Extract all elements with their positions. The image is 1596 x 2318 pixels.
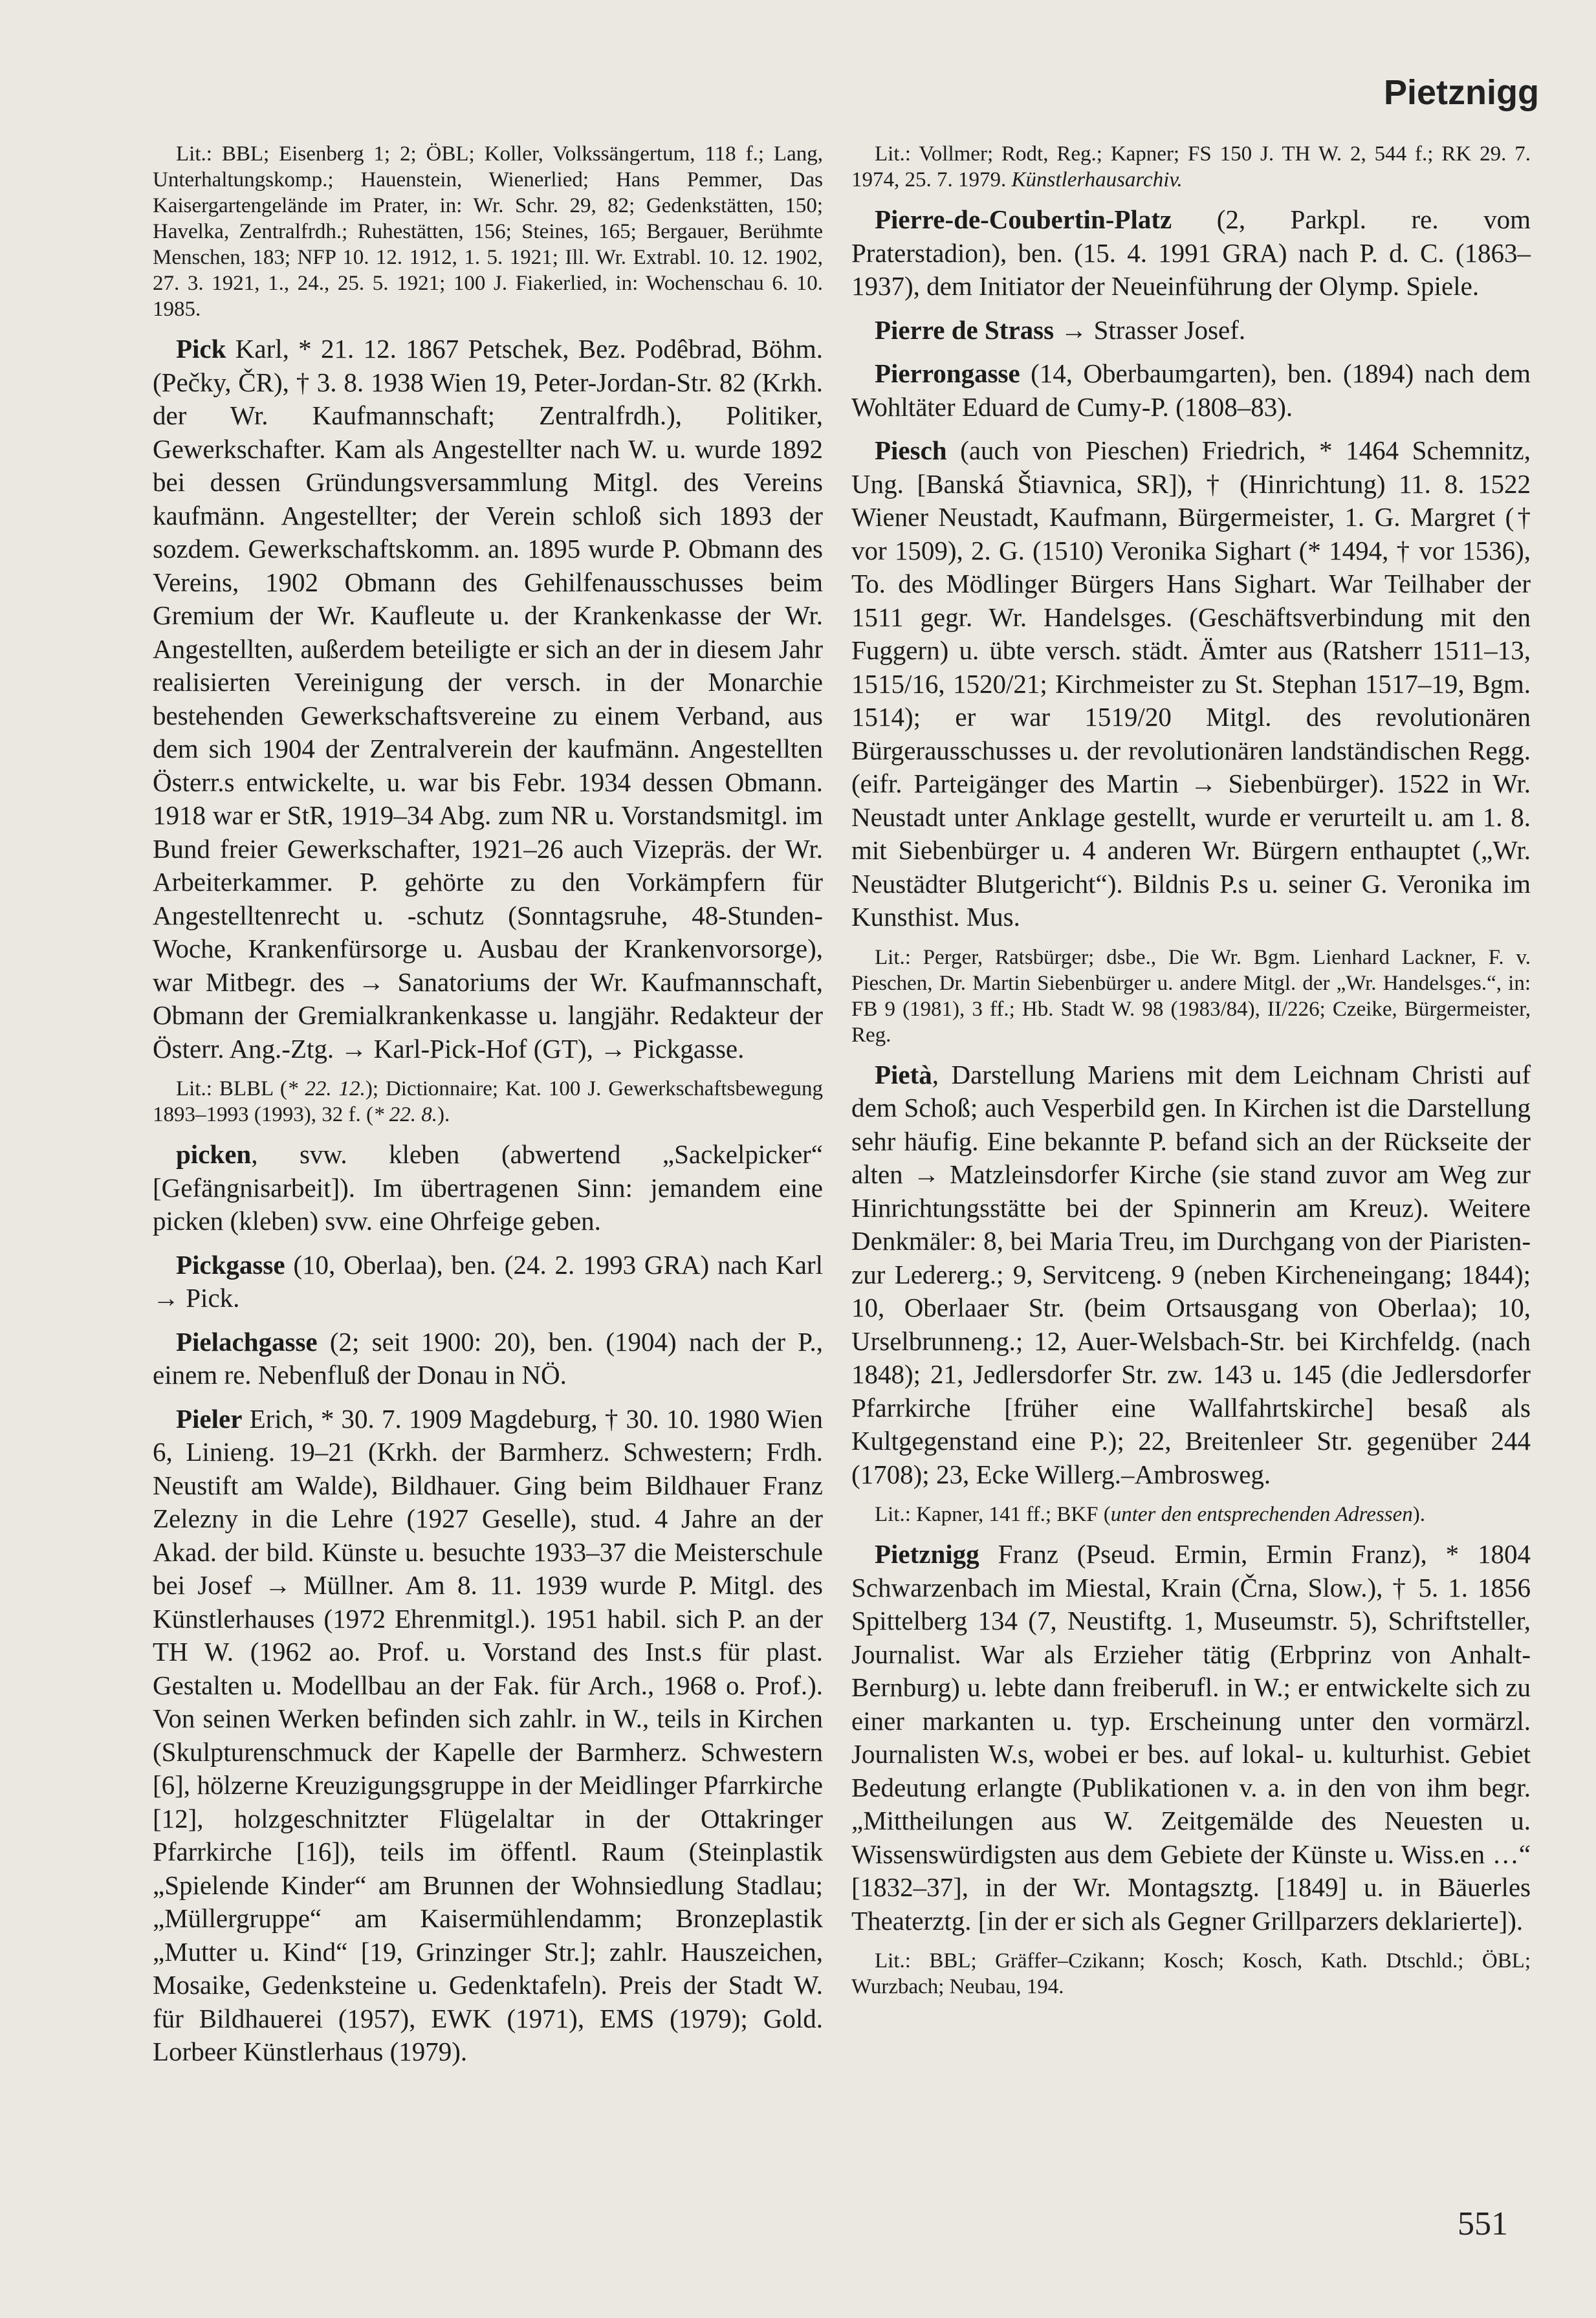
entry-pierrongasse: [851, 357, 1531, 424]
headword-pietznigg: Pietznigg: [875, 1539, 979, 1569]
lit-top-right-a: Lit.: Vollmer; Rodt, Reg.; Kapner; FS 150 J. TH W. 2, 544 f.; RK 29. 7. 1974, 25. 7. 1979.: [851, 142, 1531, 191]
entry-pieler-text: Erich, * 30. 7. 1909 Magdeburg, † 30. 10. 1980 Wien 6, Linieng. 19–21 (Krkh. der Barmherz. Schwestern; Frdh. Neustift am Walde), Bildhauer. Ging beim Bildhauer Franz Zelezny in die Lehre (1927 Geselle), stud. 4 Jahre an der Akad. der bild. Künste u. besuchte 1933–37 die Meisterschule bei Josef → Müllner. Am 8. 11. 1939 wurde P. Mitgl. des Künstlerhauses (1972 Ehrenmitgl.). 1951 habil. sich P. an der TH W. (1962 ao. Prof. u. Vorstand des Inst.s für plast. Gestalten u. Modellbau an der Fak. für Arch., 1968 o. Prof.). Von seinen Werken befinden sich zahlr. in W., teils in Kirchen (Skulpturenschmuck der Kapelle der Barmherz. Schwestern [6], hölzerne Kreuzigungsgruppe in der Meidlinger Pfarrkirche [12], holzgeschnitzter Flügelaltar in der Ottakringer Pfarrkirche [16]), teils im öffentl. Raum (Steinplastik „Spielende Kinder“ am Brunnen der Wohnsiedlung Stadlau; „Müllergruppe“ am Kaisermühlendamm; Bronzeplastik „Mutter u. Kind“ [19, Grinzinger Str.]; zahlr. Hauszeichen, Mosaike, Gedenksteine u. Gedenktafeln). Preis der Stadt W. für Bildhauerei (1957), EWK (1971), EMS (1979); Gold. Lorbeer Künstlerhaus (1979).: [153, 1403, 823, 2066]
lit-top-right-ital: Künstlerhausarchiv.: [1011, 168, 1183, 191]
headword-pieta: Pietà: [875, 1059, 932, 1089]
headword-pieler: Pieler: [176, 1403, 243, 1434]
lit-pick-b: ); Dictionnaire; Kat. 100 J. Gewerkschaftsbewegung 1893–1993 (1993), 32 f. (: [153, 1077, 824, 1126]
headword-pierre-de-strass: Pierre de Strass: [875, 314, 1055, 345]
entry-strass-text: → Strasser Josef.: [1054, 314, 1246, 345]
lit-pick-a-ital: * 22. 12.: [287, 1077, 366, 1100]
left-column: [153, 141, 823, 2079]
entry-picken-text: , svw. kleben (abwertend „Sackelpicker“ [Gefängnisarbeit]). Im übertragenen Sinn: jemandem eine picken (kleben) svw. eine Ohrfeige geben.: [153, 1139, 823, 1236]
entry-pierre-de-strass: [851, 314, 1531, 347]
lit-pieta-ital: unter den entsprechenden Adressen: [1110, 1503, 1413, 1526]
entry-pieta-text: , Darstellung Mariens mit dem Leichnam Christi auf dem Schoß; auch Vesperbild gen. In Kirchen ist die Darstellung sehr häufig. Eine bekannte P. befand sich an der Rückseite der alten → Matzleinsdorfer Kirche (sie stand zuvor am Weg zur Hinrichtungsstätte bei der Spinnerin am Kreuz). Weitere Denkmäler: 8, bei Maria Treu, im Durchgang von der Piaristen- zur Ledererg.; 9, Servitceng. 9 (neben Kircheneingang; 1844); 10, Oberlaaer Str. (beim Ortsausgang von Oberlaa); 10, Urselbrunneng.; 12, Auer-Welsbach-Str. bei Kirchfeldg. (nach 1848); 21, Jedlersdorfer Str. zw. 143 u. 145 (die Jedlersdorfer Pfarrkirche [früher eine Wallfahrtskirche] besaß als Kultgegenstand eine P.); 22, Breitenleer Str. gegenüber 244 (1708); 23, Ecke Willerg.–Ambrosweg.: [851, 1059, 1531, 1489]
lit-pick-c: ).: [437, 1103, 450, 1126]
lit-pieta-a: Lit.: Kapner, 141 ff.; BKF (: [875, 1503, 1111, 1526]
entry-pick-text: Karl, * 21. 12. 1867 Petschek, Bez. Podêbrad, Böhm. (Pečky, ČR), † 3. 8. 1938 Wien 19, Peter-Jordan-Str. 82 (Krkh. der Wr. Kaufmannschaft; Zentralfrdh.), Politiker, Gewerkschafter. Kam als Angestellter nach W. u. wurde 1892 bei dessen Gründungsversammlung Mitgl. des Vereins kaufmänn. Angestellter; der Verein schloß sich 1893 der sozdem. Gewerkschaftskomm. an. 1895 wurde P. Obmann des Vereins, 1902 Obmann des Gehilfenausschusses beim Gremium der Wr. Kaufleute u. der Krankenkasse der Wr. Angestellten, außerdem beteiligte er sich an der in diesem Jahr realisierten Vereinigung der versch. in der Monarchie bestehenden Gewerkschaftsvereine zu einem Verband, aus dem sich 1904 der Zentralverein der kaufmänn. Angestellten Österr.s entwickelte, u. war bis Febr. 1934 dessen Obmann. 1918 war er StR, 1919–34 Abg. zum NR u. Vorstandsmitgl. im Bund freier Gewerkschafter, 1921–26 auch Vizepräs. der Wr. Arbeiterkammer. P. gehörte zu den Vorkämpfern für Angestelltenrecht u. -schutz (Sonntagsruhe, 48-Stunden-Woche, Krankenfürsorge u. Ausbau der Krankenvorsorge), war Mitbegr. des → Sanatoriums der Wr. Kaufmannschaft, Obmann der Gremialkrankenkasse u. langjähr. Redakteur der Österr. Ang.-Ztg. → Karl-Pick-Hof (GT), → Pickgasse.: [153, 334, 823, 1064]
entry-pietznigg-text: Franz (Pseud. Ermin, Ermin Franz), * 1804 Schwarzenbach im Miestal, Krain (Črna, Slow.), † 5. 1. 1856 Spittelberg 134 (7, Neustiftg. 1, Museumstr. 5), Schriftsteller, Journalist. War als Erzieher tätig (Erbprinz von Anhalt-Bernburg) u. lebte dann freiberufl. in W.; er entwickelte sich zu einer markanten u. typ. Erscheinung unter den vormärzl. Journalisten W.s, wobei er bes. auf lokal- u. kulturhist. Gebiet Bedeutung erlangte (Publikationen v. a. in den von ihm begr. „Mittheilungen aus W. Zeitgemälde des Neuesten u. Wissenswürdigsten aus dem Gebiete der Künste u. Wiss.en …“ [1832–37], in der Wr. Montagsztg. [1849] u. in Bäuerles Theaterztg. [in der er sich als Gegner Grillparzers deklarierte]).: [851, 1539, 1531, 1936]
entry-pielachgasse-text: (2; seit 1900: 20), ben. (1904) nach der P., einem re. Nebenfluß der Donau in NÖ.: [153, 1326, 823, 1390]
entry-pietznigg: [851, 1538, 1531, 1938]
page-number: 551: [1458, 2205, 1508, 2242]
lit-pick: [153, 1076, 823, 1128]
lit-pick-a: Lit.: BLBL (: [176, 1077, 287, 1100]
entry-picken: [153, 1138, 823, 1238]
entry-pieta: [851, 1058, 1531, 1492]
headword-picken: picken: [176, 1139, 252, 1169]
entry-coubertin-platz: [851, 203, 1531, 303]
lit-pick-b-ital: * 22. 8.: [373, 1103, 437, 1126]
lit-pietznigg: Lit.: BBL; Gräffer–Czikann; Kosch; Kosch, Kath. Dtschld.; ÖBL; Wurzbach; Neubau, 194.: [851, 1949, 1531, 1998]
entry-pielachgasse: [153, 1326, 823, 1392]
headword-pielachgasse: Pielachgasse: [176, 1326, 318, 1357]
entry-coubertin-text: (2, Parkpl. re. vom Praterstadion), ben. (15. 4. 1991 GRA) nach P. d. C. (1863–1937), dem Initiator der Neueinführung der Olymp. Spiele.: [851, 204, 1531, 301]
entry-pieler: [153, 1403, 823, 2069]
entry-pick: [153, 333, 823, 1066]
headword-pickgasse: Pickgasse: [176, 1249, 285, 1280]
lit-piesch: Lit.: Perger, Ratsbürger; dsbe., Die Wr. Bgm. Lienhard Lackner, F. v. Pieschen, Dr. Martin Siebenbürger u. andere Mitgl. der „Wr. Handelsges.“, in: FB 9 (1981), 3 ff.; Hb. Stadt W. 98 (1983/84), II/226; Czeike, Bürgermeister, Reg.: [851, 945, 1531, 1047]
right-column: [851, 141, 1531, 2010]
entry-pierrongasse-text: (14, Oberbaumgarten), ben. (1894) nach dem Wohltäter Eduard de Cumy-P. (1808–83).: [851, 358, 1531, 422]
headword-coubertin-platz: Pierre-de-Coubertin-Platz: [875, 204, 1172, 234]
lit-reference-top-right: [851, 141, 1531, 193]
lit-reference-top: Lit.: BBL; Eisenberg 1; 2; ÖBL; Koller, Volkssängertum, 118 f.; Lang, Unterhaltungskomp.; Hauenstein, Wienerlied; Hans Pemmer, Das Kaisergartengelände im Prater, in: Wr. Schr. 29, 82; Gedenkstätten, 150; Havelka, Zentralfrdh.; Ruhestätten, 156; Steines, 165; Bergauer, Berühmte Menschen, 183; NFP 10. 12. 1912, 1. 5. 1921; Ill. Wr. Extrabl. 10. 12. 1902, 27. 3. 1921, 1., 24., 25. 5. 1921; 100 J. Fiakerlied, in: Wochenschau 6. 10. 1985.: [153, 142, 823, 321]
entry-pickgasse: [153, 1249, 823, 1315]
entry-piesch-text: (auch von Pieschen) Friedrich, * 1464 Schemnitz, Ung. [Banská Štiavnica, SR]), † (Hinrichtung) 11. 8. 1522 Wiener Neustadt, Kaufmann, Bürgermeister, 1. G. Margret († vor 1509), 2. G. (1510) Veronika Sighart (* 1494, † vor 1536), To. des Mödlinger Bürgers Hans Sighart. War Teilhaber der 1511 gegr. Wr. Handelsges. (Geschäftsverbindung mit den Fuggern) u. übte versch. städt. Ämter aus (Ratsherr 1511–13, 1515/16, 1520/21; Kirchmeister zu St. Stephan 1517–19, Bgm. 1514); er war 1519/20 Mitgl. des revolutionären Bürgerausschusses u. der revolutionären landständischen Regg. (eifr. Parteigänger des Martin → Siebenbürger). 1522 in Wr. Neustadt unter Anklage gestellt, wurde er verurteilt u. am 1. 8. mit Siebenbürger u. 4 anderen Wr. Bürgern enthauptet („Wr. Neustädter Blutgericht“). Bildnis P.s u. seiner G. Veronika im Kunsthist. Mus.: [851, 435, 1531, 932]
entry-piesch: [851, 434, 1531, 934]
running-head: Pietznigg: [1384, 73, 1539, 112]
lit-pieta: [851, 1502, 1531, 1527]
lit-pieta-b: ).: [1412, 1503, 1426, 1526]
headword-piesch: Piesch: [875, 435, 947, 465]
headword-pick: Pick: [176, 334, 226, 364]
entry-pickgasse-text: (10, Oberlaa), ben. (24. 2. 1993 GRA) nach Karl → Pick.: [153, 1249, 823, 1313]
headword-pierrongasse: Pierrongasse: [875, 358, 1020, 388]
